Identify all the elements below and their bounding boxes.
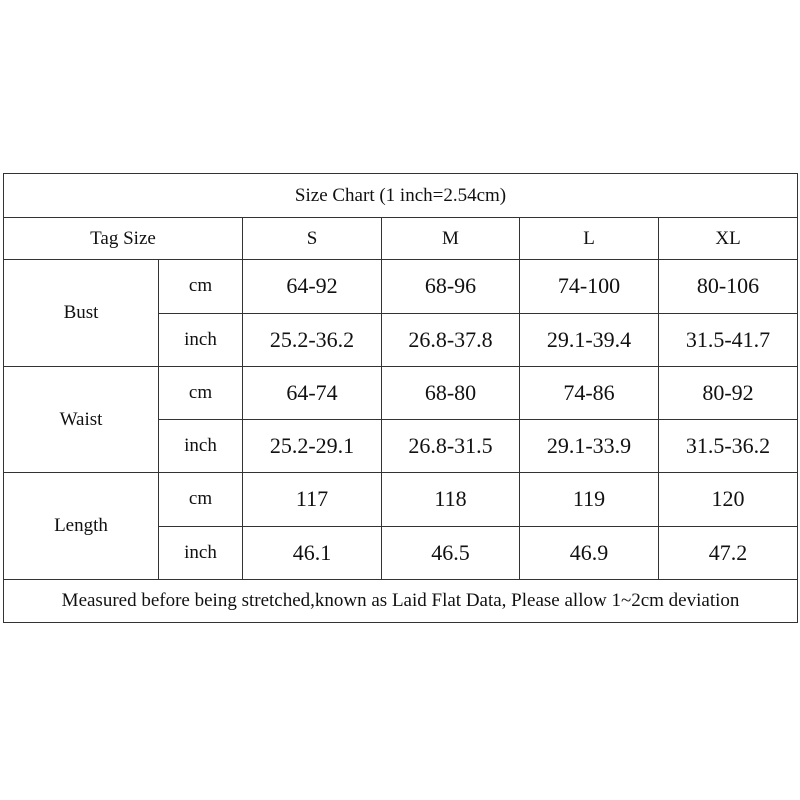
unit-label: cm [159,260,243,313]
table-row [4,260,798,313]
table-row [4,366,798,419]
size-header-m: M [382,218,520,260]
table-cell: 117 [243,473,382,526]
unit-label: cm [159,473,243,526]
table-header-row [4,218,798,260]
table-cell: 31.5-41.7 [659,313,798,366]
table-cell: 74-100 [520,260,659,313]
size-header-xl: XL [659,218,798,260]
table-cell: 74-86 [520,366,659,419]
unit-label: inch [159,526,243,579]
table-cell: 118 [382,473,520,526]
size-header-s: S [243,218,382,260]
table-cell: 25.2-29.1 [243,420,382,473]
table-cell: 29.1-39.4 [520,313,659,366]
table-cell: 64-92 [243,260,382,313]
table-title-row [4,174,798,218]
table-cell: 29.1-33.9 [520,420,659,473]
size-header-l: L [520,218,659,260]
table-cell: 46.1 [243,526,382,579]
table-cell: 120 [659,473,798,526]
unit-label: cm [159,366,243,419]
table-cell: 47.2 [659,526,798,579]
table-cell: 80-92 [659,366,798,419]
table-cell: 64-74 [243,366,382,419]
table-cell: 25.2-36.2 [243,313,382,366]
table-row [4,473,798,526]
footer-note: Measured before being stretched,known as Laid Flat Data, Please allow 1~2cm deviation [4,579,798,622]
table-cell: 31.5-36.2 [659,420,798,473]
table-cell: 80-106 [659,260,798,313]
table-cell: 26.8-31.5 [382,420,520,473]
table-cell: 46.5 [382,526,520,579]
measure-label-length: Length [4,473,159,579]
measure-label-waist: Waist [4,366,159,472]
unit-label: inch [159,420,243,473]
table-cell: 119 [520,473,659,526]
table-title: Size Chart (1 inch=2.54cm) [4,174,798,218]
table-footer-row [4,579,798,622]
size-chart-table [3,173,798,623]
table-cell: 26.8-37.8 [382,313,520,366]
table-cell: 68-80 [382,366,520,419]
unit-label: inch [159,313,243,366]
measure-label-bust: Bust [4,260,159,366]
tag-size-header: Tag Size [4,218,243,260]
table-cell: 46.9 [520,526,659,579]
table-cell: 68-96 [382,260,520,313]
